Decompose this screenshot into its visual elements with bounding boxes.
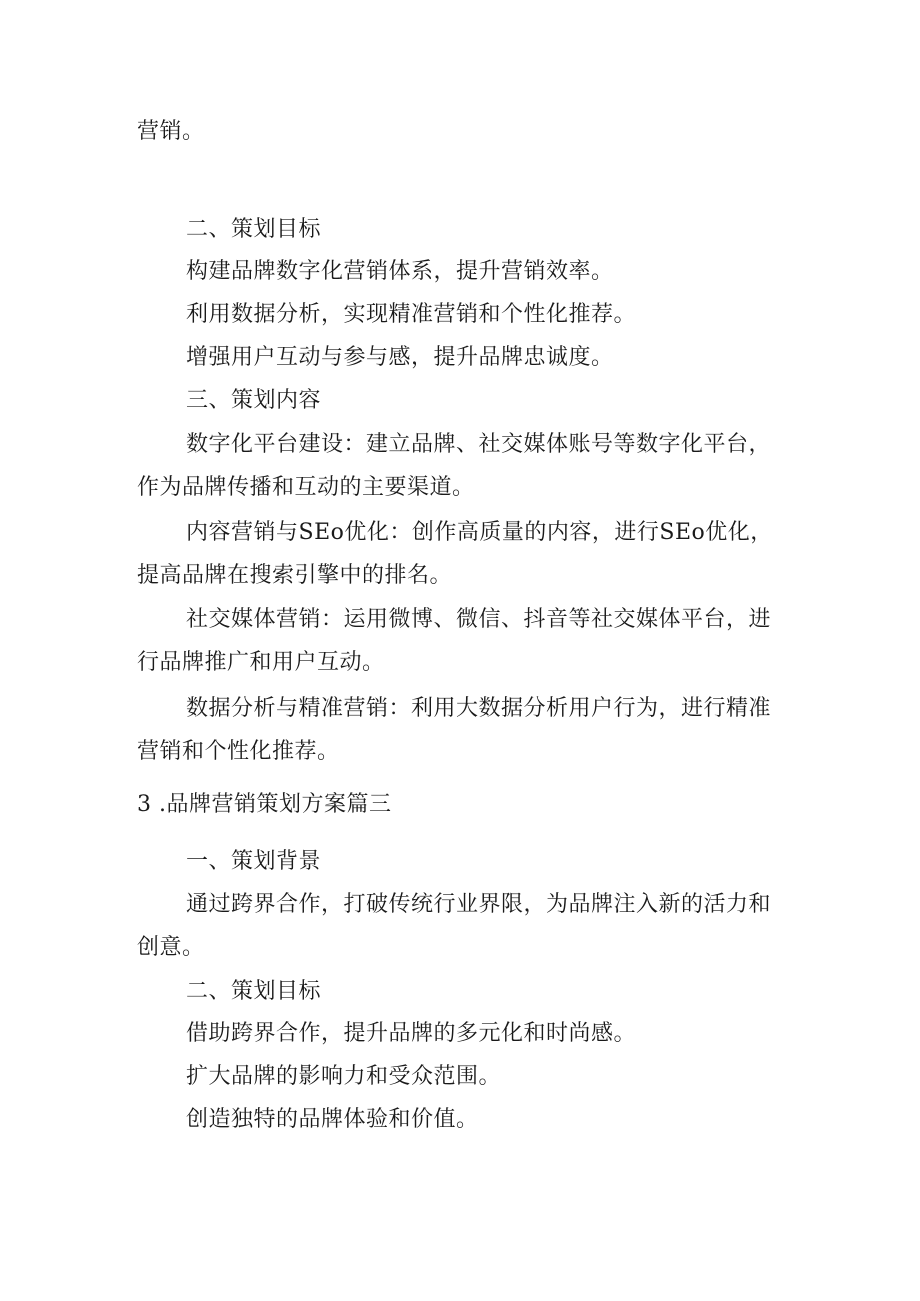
section-heading: 三、策划内容 [186, 388, 322, 413]
text-line: 内容营销与SEo优化：创作高质量的内容，进行SEo优化， [186, 520, 773, 545]
text-line: 增强用户互动与参与感，提升品牌忠诚度。 [186, 345, 614, 370]
text-line: 作为品牌传播和互动的主要渠道。 [137, 475, 475, 500]
text-line: 行品牌推广和用户互动。 [137, 650, 385, 675]
text-line: 构建品牌数字化营销体系，提升营销效率。 [186, 259, 614, 284]
text-line: 营销和个性化推荐。 [137, 739, 340, 764]
text-line: 扩大品牌的影响力和受众范围。 [186, 1064, 502, 1089]
text-line: 营销。 [137, 119, 205, 144]
chapter-heading: 3 .品牌营销策划方案篇三 [137, 792, 392, 817]
text-line: 创意。 [137, 935, 205, 960]
text-line: 利用数据分析，实现精准营销和个性化推荐。 [186, 302, 637, 327]
section-heading: 二、策划目标 [186, 217, 322, 242]
text-line: 数据分析与精准营销：利用大数据分析用户行为，进行精准 [186, 696, 772, 721]
text-line: 创造独特的品牌体验和价值。 [186, 1107, 479, 1132]
section-heading: 二、策划目标 [186, 979, 322, 1004]
section-heading: 一、策划背景 [186, 849, 322, 874]
text-line: 借助跨界合作，提升品牌的多元化和时尚感。 [186, 1021, 637, 1046]
text-line: 提高品牌在搜索引擎中的排名。 [137, 563, 453, 588]
text-line: 社交媒体营销：运用微博、微信、抖音等社交媒体平台，进 [186, 607, 772, 632]
text-line: 通过跨界合作，打破传统行业界限，为品牌注入新的活力和 [186, 892, 772, 917]
text-line: 数字化平台建设：建立品牌、社交媒体账号等数字化平台， [186, 432, 772, 457]
